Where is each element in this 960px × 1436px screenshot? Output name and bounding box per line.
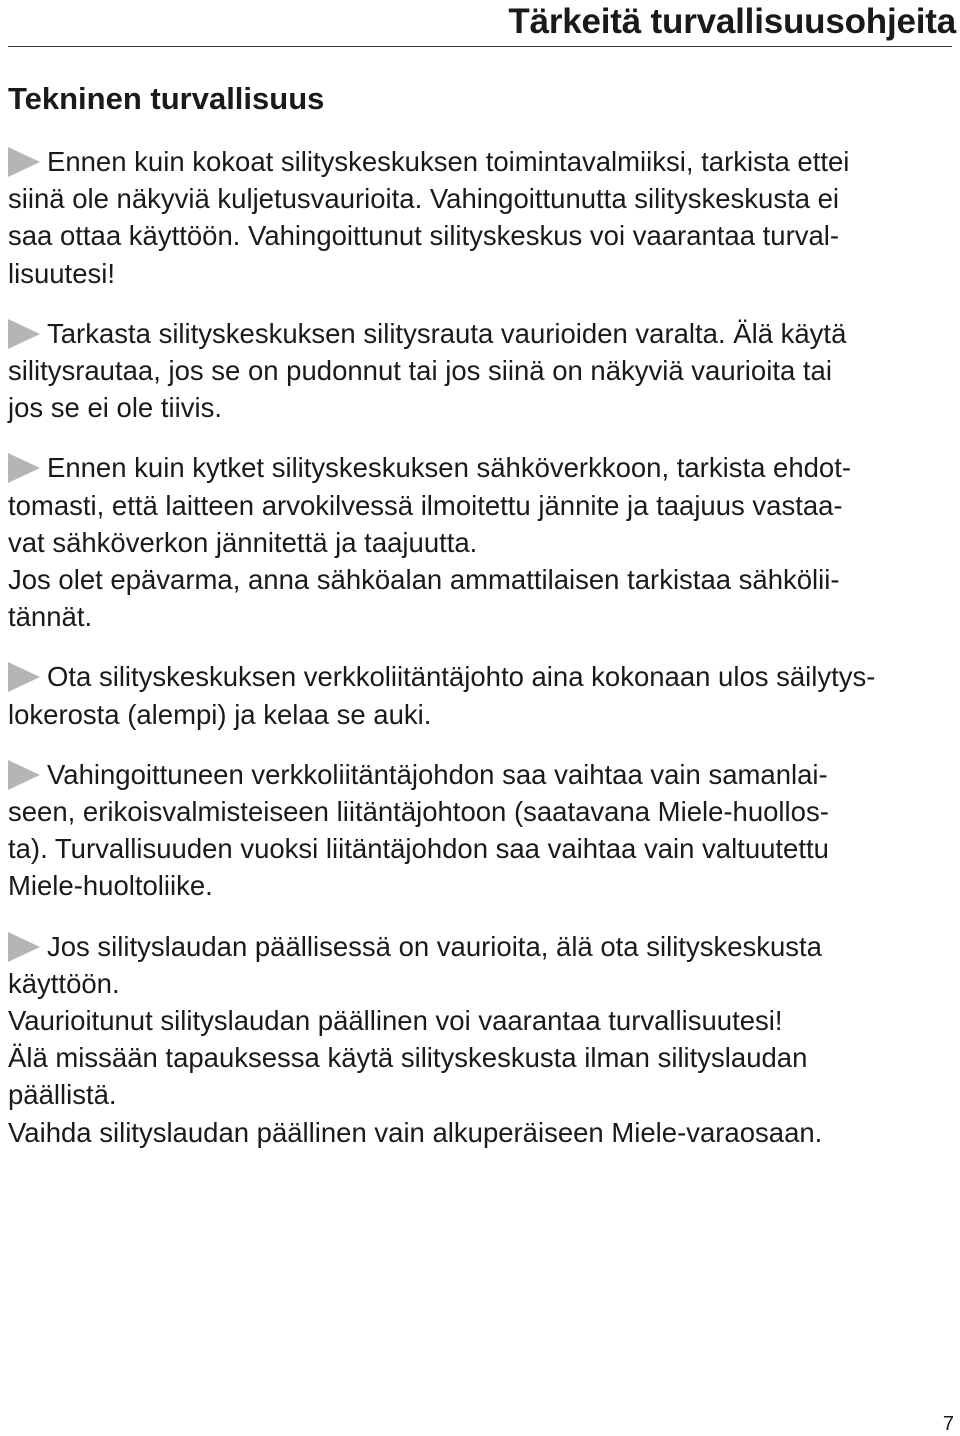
header-divider xyxy=(8,46,952,47)
arrow-right-icon xyxy=(8,453,40,483)
safety-paragraph xyxy=(8,315,952,427)
section-title: Tekninen turvallisuus xyxy=(8,81,325,116)
safety-paragraph xyxy=(8,143,952,292)
paragraph-line: ta). Turvallisuuden vuoksi liitäntäjohdon saa vaihtaa vain valtuutettu xyxy=(8,833,829,865)
safety-paragraph xyxy=(8,928,952,1151)
page-number: 7 xyxy=(942,1413,954,1435)
paragraph-text: Ota silityskeskuksen verkkoliitäntäjohto aina kokonaan ulos säilytys- xyxy=(47,661,876,693)
paragraph-line xyxy=(8,756,952,793)
paragraph-line: päällistä. xyxy=(8,1079,117,1111)
paragraph-line xyxy=(8,143,952,180)
page-header-title: Tärkeitä turvallisuusohjeita xyxy=(508,2,956,41)
paragraph-line xyxy=(8,315,952,352)
arrow-right-icon xyxy=(8,932,40,962)
paragraph-line: käyttöön. xyxy=(8,967,120,999)
paragraph-line: tännät. xyxy=(8,601,93,633)
paragraph-line: Vaurioitunut silityslaudan päällinen voi vaarantaa turvallisuutesi! xyxy=(8,1005,783,1037)
safety-paragraph xyxy=(8,756,952,905)
paragraph-text: Vahingoittuneen verkkoliitäntäjohdon saa vaihtaa vain samanlai- xyxy=(47,758,828,790)
paragraph-line: Jos olet epävarma, anna sähköalan ammattilaisen tarkistaa sähkölii- xyxy=(8,564,840,596)
paragraph-line xyxy=(8,658,952,695)
paragraph-text: Jos silityslaudan päällisessä on vaurioita, älä ota silityskeskusta xyxy=(47,930,822,962)
arrow-right-icon xyxy=(8,147,40,177)
paragraph-line: Vaihda silityslaudan päällinen vain alkuperäiseen Miele-varaosaan. xyxy=(8,1116,823,1148)
paragraph-line xyxy=(8,928,952,965)
paragraph-line: lisuutesi! xyxy=(8,257,115,289)
content xyxy=(8,143,952,1174)
paragraph-line: Miele-huoltoliike. xyxy=(8,870,213,902)
paragraph-line: lokerosta (alempi) ja kelaa se auki. xyxy=(8,698,432,730)
paragraph-line: siinä ole näkyviä kuljetusvaurioita. Vahingoittunutta silityskeskusta ei xyxy=(8,183,840,215)
paragraph-text: Tarkasta silityskeskuksen silitysrauta vaurioiden varalta. Älä käytä xyxy=(47,317,847,349)
paragraph-line: saa ottaa käyttöön. Vahingoittunut silityskeskus voi vaarantaa turval- xyxy=(8,220,840,252)
safety-paragraph xyxy=(8,449,952,635)
safety-paragraph xyxy=(8,658,952,732)
paragraph-line: silitysrautaa, jos se on pudonnut tai jos siinä on näkyviä vaurioita tai xyxy=(8,355,832,387)
paragraph-text: Ennen kuin kytket silityskeskuksen sähköverkkoon, tarkista ehdot- xyxy=(47,452,851,484)
arrow-right-icon xyxy=(8,319,40,349)
paragraph-line: tomasti, että laitteen arvokilvessä ilmoitettu jännite ja taajuus vastaa- xyxy=(8,489,843,521)
paragraph-text: Ennen kuin kokoat silityskeskuksen toimintavalmiiksi, tarkista ettei xyxy=(47,146,850,177)
paragraph-line: jos se ei ole tiivis. xyxy=(8,392,222,424)
arrow-right-icon xyxy=(8,760,40,790)
paragraph-line xyxy=(8,449,952,486)
paragraph-line: Älä missään tapauksessa käytä silityskeskusta ilman silityslaudan xyxy=(8,1042,808,1074)
paragraph-line: seen, erikoisvalmisteiseen liitäntäjohtoon (saatavana Miele-huollos- xyxy=(8,796,829,828)
paragraph-line: vat sähköverkon jännitettä ja taajuutta. xyxy=(8,526,478,558)
arrow-right-icon xyxy=(8,662,40,692)
